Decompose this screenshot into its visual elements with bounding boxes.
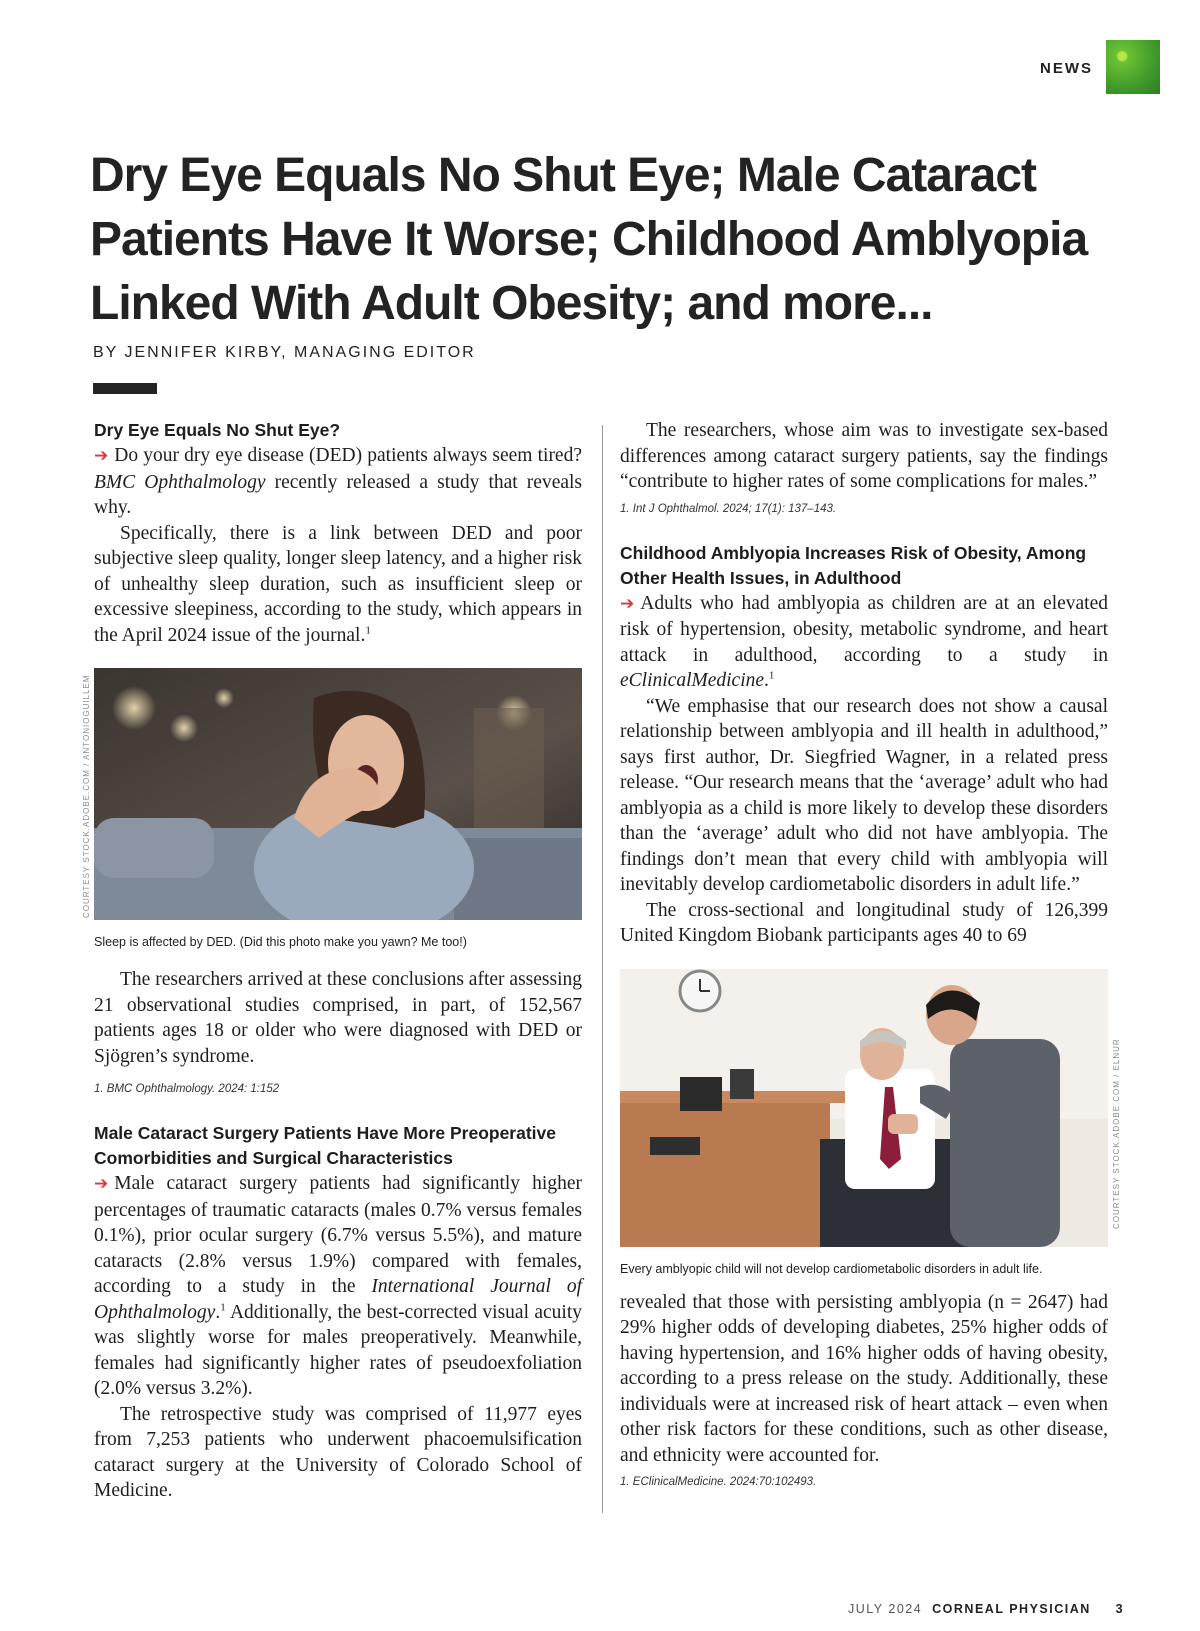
journal-name: International Journal of Ophthalmology: [94, 1276, 582, 1323]
dry-eye-paragraph-1: ➔ Do your dry eye disease (DED) patients always seem tired? BMC Ophthalmology recently released a study that reveals why.: [94, 445, 583, 518]
arrow-icon: ➔: [94, 1174, 109, 1194]
cataract-paragraph-1: ➔ Male cataract surgery patients had significantly higher percentages of traumatic cataracts (males 0.7% versus females 0.1%), prior ocular surgery (6.7% versus 5.5%), and mature cataracts (2.8% versus 1.9%) compared with females, according to a study in the International Journal of Ophthalmology.$^1$ Additionally, the best-corrected visual acuity was slightly worse for males preoperatively. Meanwhile, females had significantly higher rates of pseudoexfoliation (2.0% versus 3.2%).: [94, 1173, 582, 1399]
dry-eye-paragraph-2: Specifically, there is a link between DED and poor subjective sleep quality, longer sleep latency, and a higher risk of unhealthy sleep duration, such as insufficient sleep or excessive sleepiness, according to the study, which appears in the April 2024 issue of the journal.$^1$: [94, 522, 582, 646]
doctor-patient-photo-block: [620, 969, 1121, 1247]
issue-date: JULY 2024: [848, 1602, 923, 1616]
amblyopia-reference: 1. EClinicalMedicine. 2024:70:102493.: [620, 1476, 817, 1488]
left-column: [82, 418, 583, 1504]
journal-name: eClinicalMedicine: [620, 670, 765, 691]
byline-rule: [93, 383, 157, 394]
doctor-photo-caption: Every amblyopic child will not develop cardiometabolic disorders in adult life.: [620, 1261, 1043, 1276]
cataract-paragraph-2: The retrospective study was comprised of 11,977 eyes from 7,253 patients who underwent phacoemulsification cataract surgery at the University of Colorado School of Medicine.: [94, 1403, 582, 1501]
dry-eye-reference: 1. BMC Ophthalmology. 2024: 1:152: [94, 1083, 280, 1095]
section-color-swatch: [1106, 40, 1160, 94]
photo-credit: COURTESY STOCK.ADOBE.COM / ANTONIOGUILLEM: [82, 674, 91, 918]
headline: Dry Eye Equals No Shut Eye; Male Cataract Patients Have It Worse; Childhood Amblyopia Linked With Adult Obesity; and more...: [90, 149, 1088, 330]
yawning-woman-photo: [94, 668, 582, 920]
amblyopia-paragraph-3: The cross-sectional and longitudinal study of 126,399 United Kingdom Biobank participants ages 40 to 69: [620, 899, 1108, 946]
cataract-reference: 1. Int J Ophthalmol. 2024; 17(1): 137–143.: [620, 502, 837, 515]
amblyopia-paragraph-4: revealed that those with persisting amblyopia (n = 2647) had 29% higher odds of developing diabetes, 25% higher odds of having hypertension, and 16% higher odds of having obesity, according to a press release on the study. Additionally, these individuals were at increased risk of heart attack – even when other risk factors for these conditions, such as other disease, and ethnicity were accounted for.: [620, 1291, 1108, 1466]
right-column: [620, 418, 1121, 1490]
page-number: 3: [1115, 1602, 1125, 1616]
cataract-title: Male Cataract Surgery Patients Have More Preoperative Comorbidities and Surgical Characteristics: [94, 1123, 556, 1168]
photo-credit: COURTESY STOCK.ADOBE.COM / ELNUR: [1112, 1037, 1121, 1229]
amblyopia-paragraph-1: ➔ Adults who had amblyopia as children are at an elevated risk of hypertension, obesity, metabolic syndrome, and heart attack in adulthood, according to a study in eClinicalMedicine.$^1$: [620, 592, 1108, 691]
doctor-patient-photo: [620, 969, 1108, 1247]
page-footer: [848, 1602, 1124, 1616]
arrow-icon: ➔: [94, 446, 109, 466]
amblyopia-paragraph-2: “We emphasise that our research does not show a causal relationship between amblyopia and ill health in adulthood,” says first author, Dr. Siegfried Wagner, in a related press release. “Our research means that the ‘average’ adult who had amblyopia as a child is more likely to develop these disorders than the ‘average’ adult who did not have amblyopia. The findings don’t mean that every child with amblyopia will inevitably develop cardiometabolic disorders in adult life.”: [620, 695, 1108, 895]
column-divider: [602, 425, 603, 1513]
journal-name: BMC Ophthalmology: [94, 471, 266, 493]
dry-eye-paragraph-3: The researchers arrived at these conclusions after assessing 21 observational studies comprised, in part, of 152,567 patients ages 18 or older who were diagnosed with DED or Sjögren’s syndrome.: [94, 969, 582, 1067]
amblyopia-title: Childhood Amblyopia Increases Risk of Obesity, Among Other Health Issues, in Adulthood: [620, 542, 1087, 588]
byline: BY JENNIFER KIRBY, MANAGING EDITOR: [93, 344, 476, 361]
yawning-photo-caption: Sleep is affected by DED. (Did this photo make you yawn? Me too!): [94, 935, 467, 949]
cataract-paragraph-3: The researchers, whose aim was to investigate sex-based differences among cataract surgery patients, say the findings “contribute to higher rates of some complications for males.”: [620, 420, 1108, 492]
arrow-icon: ➔: [620, 593, 635, 614]
dry-eye-title: Dry Eye Equals No Shut Eye?: [94, 420, 341, 440]
section-label: NEWS: [1040, 60, 1093, 77]
yawning-woman-photo-block: [82, 668, 582, 920]
publication-name: CORNEAL PHYSICIAN: [932, 1602, 1091, 1616]
